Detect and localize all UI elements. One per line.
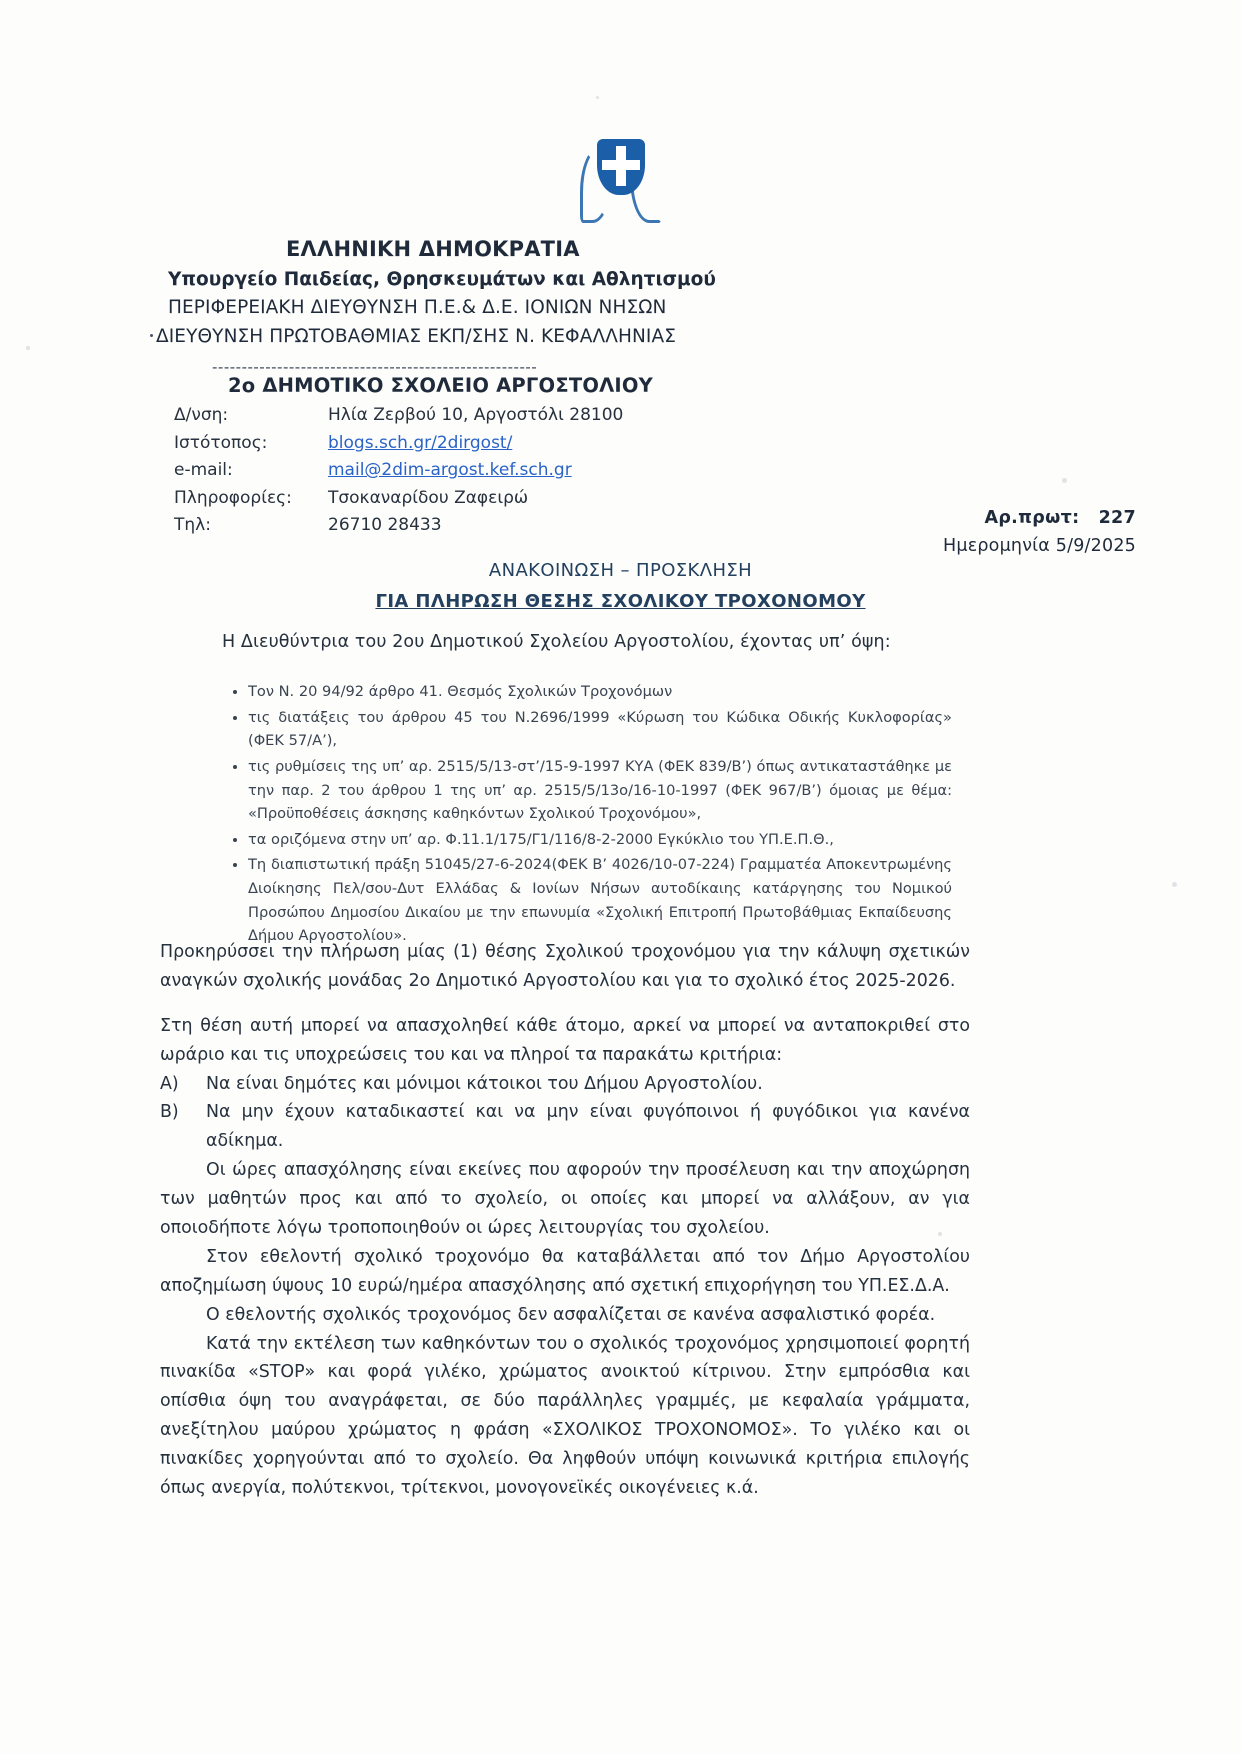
protocol-number-label: Αρ.πρωτ: [984,508,1080,528]
protocol-number-value: 227 [1098,508,1136,528]
info-value [328,457,572,485]
paragraph-compensation: Στον εθελοντή σχολικό τροχονόμο θα καταβάλλεται από τον Δήμο Αργοστολίου αποζημίωση ύψους 10 ευρώ/ημέρα απασχόλησης από σχετική επιχορήγηση του ΥΠ.ΕΣ.Δ.Α. [160,1246,970,1296]
info-key: Δ/νση: [174,405,229,425]
info-row-email [174,457,988,485]
criterion-b-letter: Β) [160,1102,179,1123]
info-key: Πληροφορίες: [174,487,292,508]
info-row-contact [174,485,988,513]
criterion-b-text: Να μην έχουν καταδικαστεί και να μην είναι φυγόποινοι ή φυγόδικοι για κανένα αδίκημα. [206,1102,970,1152]
list-item: • τις ρυθμίσεις της υπ’ αρ. 2515/5/13-στ’/15-9-1997 ΚΥΑ (ΦΕΚ 839/Β’) όπως αντικαταστάθηκε με την παρ. 2 του άρθρου 1 της υπ’ αρ. 2515/5/13ο/16-10-1997 (ΦΕΚ 967/Β’) όμοιας με θέμα: «Προϋποθέσεις άσκησης καθηκόντων Σχολικού Τροχονόμου», [248,755,952,826]
protocol-date: Ημερομηνία 5/9/2025 [943,536,1136,556]
letterhead [156,234,998,378]
letterhead-separator: ------------------------------------------------------- [212,357,538,376]
info-value [328,430,512,458]
list-item: • Τον Ν. 20 94/92 άρθρο 41. Θεσμός Σχολικών Τροχονόμων [248,680,952,704]
protocol-number [943,508,1136,528]
info-row-website [174,430,988,458]
info-value: 26710 28433 [328,515,442,536]
criterion-a-text: Να είναι δημότες και μόνιμοι κάτοικοι του Δήμου Αργοστολίου. [206,1073,763,1094]
criterion-a-letter: Α) [160,1073,179,1094]
list-item: • τα οριζόμενα στην υπ’ αρ. Φ.11.1/175/Γ1/116/8-2-2000 Εγκύκλιο του ΥΠ.Ε.Π.Θ., [248,828,952,852]
emblem-container [0,133,1241,229]
greek-coat-of-arms-icon [580,133,662,225]
legal-basis-list [222,680,952,950]
letterhead-line-4: ΔΙΕΥΘΥΝΣΗ ΠΡΩΤΟΒΑΘΜΙΑΣ ΕΚΠ/ΣΗΣ Ν. ΚΕΦΑΛΛΗΝΙΑΣ [156,325,677,347]
list-item: • Τη διαπιστωτική πράξη 51045/27-6-2024(ΦΕΚ Β’ 4026/10-07-224) Γραμματέα Αποκεντρωμένης Διοίκησης Πελ/σου-Δυτ Ελλάδας & Ιονίων Νήσων αυτοδίκαιης κατάργησης του Νομικού Προσώπου Δημοσίου Δικαίου με την επωνυμία «Σχολική Επιτροπή Πρωτοβάθμιας Εκπαίδευσης Δήμου Αργοστολίου». [248,853,952,948]
paragraph-working-hours: Οι ώρες απασχόλησης είναι εκείνες που αφορούν την προσέλευση και την αποχώρηση των μαθητών προς και από το σχολείο, οι οποίες και μπορεί να αλλάξουν, αν για οποιοδήποτε λόγω τροποποιηθούν οι ώρες λειτουργίας του σχολείου. [160,1160,970,1239]
document-title-block [0,560,1241,612]
scan-speck [26,346,30,350]
criterion-a [160,1070,970,1099]
page-subtitle: ΓΙΑ ΠΛΗΡΩΣΗ ΘΕΣΗΣ ΣΧΟΛΙΚΟΥ ΤΡΟΧΟΝΟΜΟΥ [375,591,866,612]
info-key: e-mail: [174,460,233,481]
letterhead-line-2: Υπουργείο Παιδείας, Θρησκευμάτων και Αθλητισμού [168,268,716,290]
info-row-phone [174,512,988,540]
school-info-block [174,374,988,540]
info-value: Τσοκαναρίδου Ζαφειρώ [328,487,529,508]
letterhead-line-3: ΠΕΡΙΦΕΡΕΙΑΚΗ ΔΙΕΥΘΥΝΣΗ Π.Ε.& Δ.Ε. ΙΟΝΙΩΝ ΝΗΣΩΝ [168,297,667,319]
scan-speck [1172,882,1177,887]
info-key: Ιστότοπος: [174,432,268,453]
school-name: 2ο ΔΗΜΟΤΙΚΟ ΣΧΟΛΕΙΟ ΑΡΓΟΣΤΟΛΙΟΥ [228,374,653,397]
document-body [160,938,970,1503]
scan-speck [1062,478,1067,483]
criterion-b [160,1098,970,1156]
shield-cross-icon [597,139,645,195]
paragraph-insurance: Ο εθελοντής σχολικός τροχονόμος δεν ασφαλίζεται σε κανένα ασφαλιστικό φορέα. [206,1304,936,1325]
intro-paragraph: Η Διευθύντρια του 2ου Δημοτικού Σχολείου Αργοστολίου, έχοντας υπ’ όψη: [222,632,891,652]
scan-speck [150,334,153,337]
info-key: Τηλ: [174,515,211,536]
paragraph-criteria-intro: Στη θέση αυτή μπορεί να απασχοληθεί κάθε άτομο, αρκεί να μπορεί να ανταποκριθεί στο ωράριο και τις υποχρεώσεις του και να πληροί τα παρακάτω κριτήρια: [160,1015,970,1065]
info-value: Ηλία Ζερβού 10, Αργοστόλι 28100 [328,405,624,425]
website-link[interactable]: blogs.sch.gr/2dirgost/ [328,432,513,453]
paragraph-equipment: Κατά την εκτέλεση των καθηκόντων του ο σχολικός τροχονόμος χρησιμοποιεί φορητή πινακίδα «STOP» και φορά γιλέκο, χρώματος ανοικτού κίτρινου. Στην εμπρόσθια και οπίσθια όψη του αναγράφεται, σε δύο παράλληλες γραμμές, με κεφαλαία γράμματα, ανεξίτηλου μαύρου χρώματος η φράση «ΣΧΟΛΙΚΟΣ ΤΡΟΧΟΝΟΜΟΣ». Το γιλέκο και οι πινακίδες χορηγούνται από το σχολείο. Θα ληφθούν υπόψη κοινωνικά κριτήρια επιλογής όπως ανεργία, πολύτεκνοι, τρίτεκνοι, μονογονεϊκές οικογένειες κ.ά. [160,1333,970,1499]
protocol-block [943,508,1136,556]
info-row-address [174,402,988,430]
paragraph-announcement: Προκηρύσσει την πλήρωση μίας (1) θέσης Σχολικού τροχονόμου για την κάλυψη σχετικών αναγκών σχολικής μονάδας 2ο Δημοτικό Αργοστολίου και για το σχολικό έτος 2025-2026. [160,942,970,991]
letterhead-line-1: ΕΛΛΗΝΙΚΗ ΔΗΜΟΚΡΑΤΙΑ [286,237,580,261]
scan-speck [596,96,599,99]
email-link[interactable]: mail@2dim-argost.kef.sch.gr [328,460,572,481]
page-title: ΑΝΑΚΟΙΝΩΣΗ – ΠΡΟΣΚΛΗΣΗ [488,560,753,581]
list-item: • τις διατάξεις του άρθρου 45 του Ν.2696/1999 «Κύρωση του Κώδικα Οδικής Κυκλοφορίας» (ΦΕΚ 57/Α’), [248,706,952,753]
